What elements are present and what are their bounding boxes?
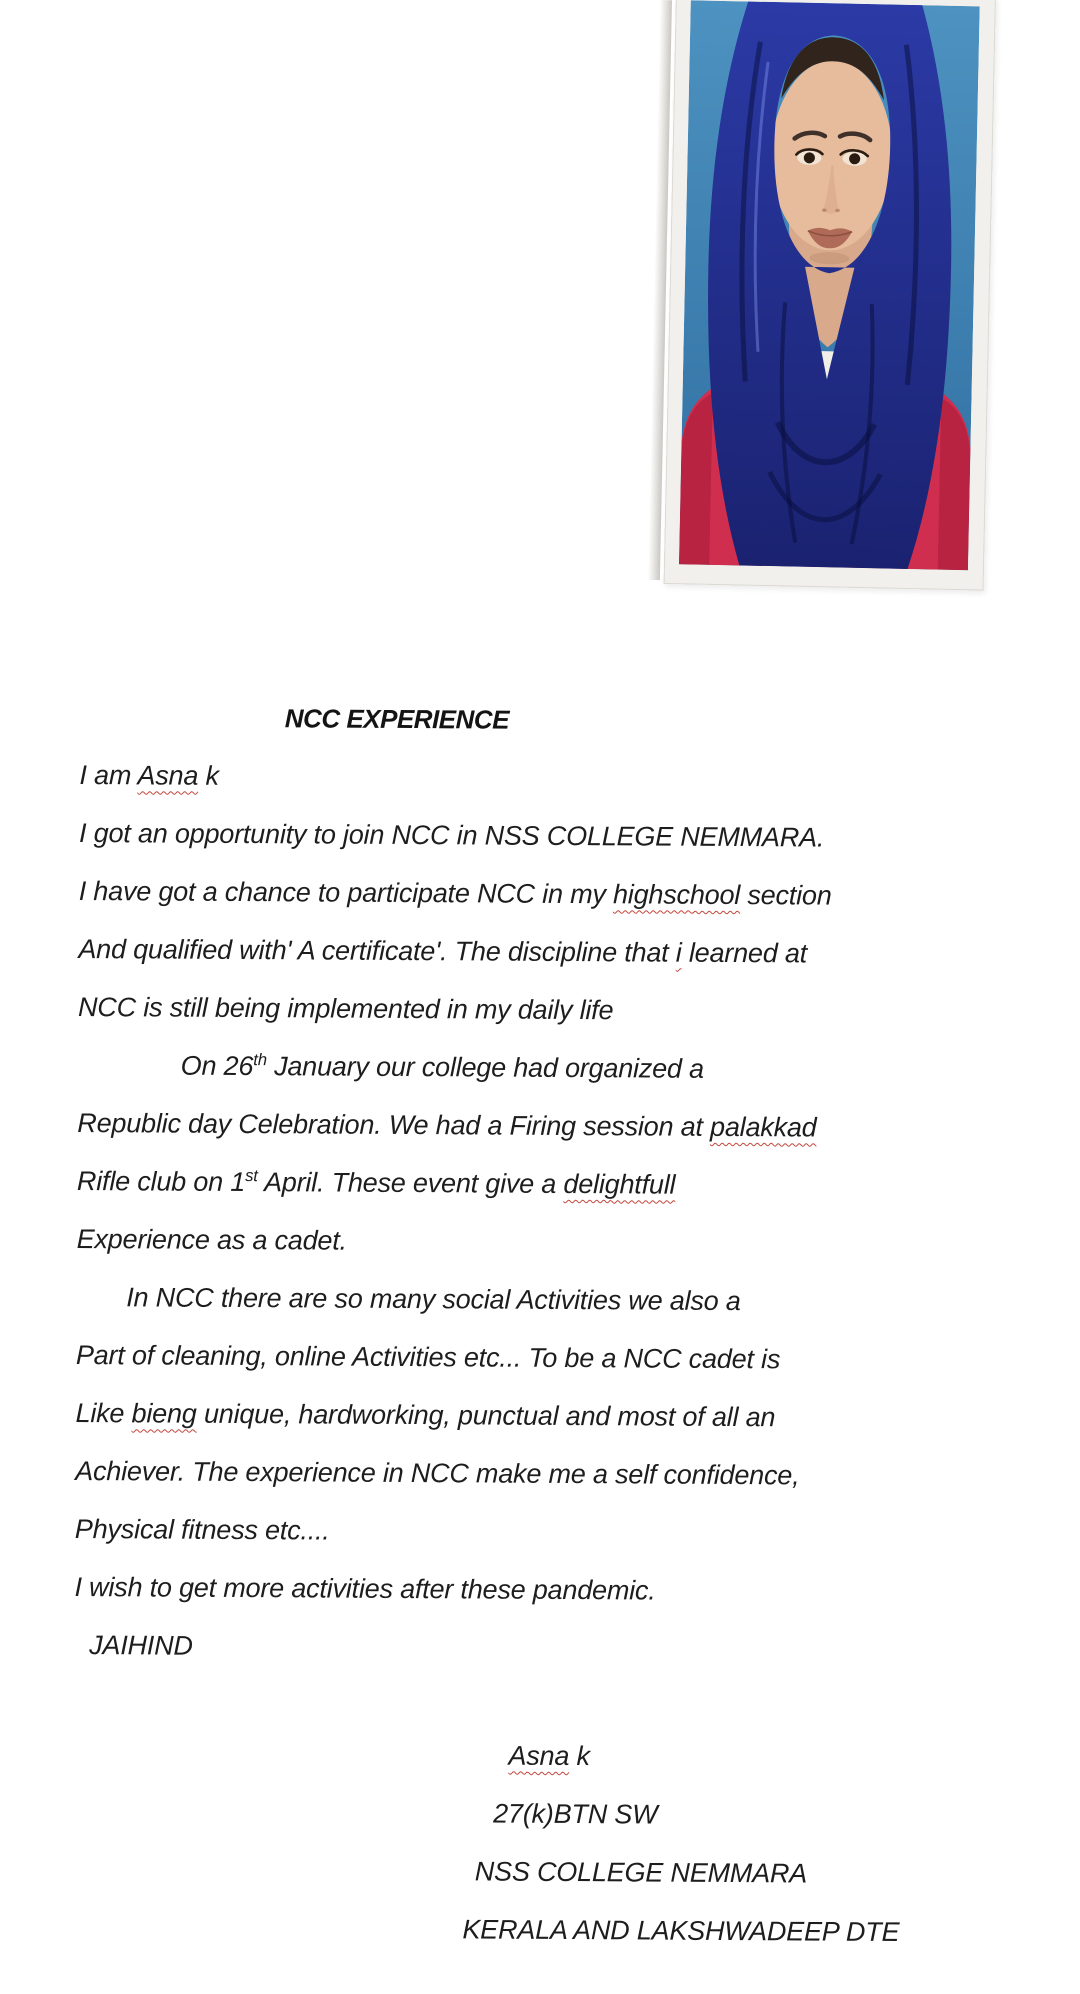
text-line bbox=[77, 1152, 837, 1215]
misspelled-word: palakkad bbox=[709, 1111, 817, 1143]
text-segment: k bbox=[569, 1741, 590, 1772]
text-segment: th bbox=[253, 1050, 267, 1070]
text-segment: On 26 bbox=[180, 1050, 254, 1082]
text-segment: section bbox=[740, 880, 832, 911]
text-segment: unique, hardworking, punctual and most of all an bbox=[196, 1398, 776, 1433]
portrait-photo-image bbox=[679, 0, 980, 570]
text-segment: st bbox=[245, 1166, 258, 1186]
misspelled-word: Asna bbox=[137, 760, 199, 791]
text-line bbox=[493, 1785, 833, 1845]
text-line bbox=[75, 1500, 835, 1563]
text-segment: KERALA AND LAKSHWADEEP DTE bbox=[462, 1914, 900, 1948]
text-line bbox=[76, 1326, 836, 1389]
text-line bbox=[462, 1900, 900, 1960]
text-line bbox=[79, 746, 839, 809]
text-segment: k bbox=[198, 760, 219, 791]
text-line bbox=[475, 1842, 833, 1902]
text-line bbox=[75, 1384, 835, 1447]
text-segment: Like bbox=[75, 1397, 132, 1429]
text-line bbox=[77, 1094, 837, 1157]
text-segment: Physical fitness etc.... bbox=[74, 1513, 330, 1546]
signature-block bbox=[72, 1724, 900, 1961]
text-line bbox=[78, 978, 838, 1041]
text-segment: I wish to get more activities after these pandemic. bbox=[74, 1571, 656, 1606]
misspelled-word: Asna bbox=[508, 1740, 570, 1772]
text-line bbox=[75, 1442, 835, 1505]
text-segment: I am bbox=[79, 759, 138, 791]
text-segment: Republic day Celebration. We had a Firing session at bbox=[77, 1107, 711, 1142]
text-segment: 27(k)BTN SW bbox=[493, 1798, 658, 1830]
portrait-photo bbox=[664, 0, 996, 591]
text-segment: I have got a chance to participate NCC in my bbox=[78, 875, 614, 910]
text-segment: JAIHIND bbox=[89, 1630, 193, 1661]
portrait-illustration bbox=[679, 0, 980, 570]
text-line bbox=[78, 920, 838, 983]
essay-body bbox=[74, 746, 840, 1679]
text-segment: Experience as a cadet. bbox=[76, 1223, 348, 1256]
text-segment: Part of cleaning, online Activities etc... To be a NCC cadet is bbox=[75, 1339, 781, 1375]
text-segment: And qualified with' A certificate'. The discipline that bbox=[78, 933, 676, 968]
misspelled-word: highschool bbox=[612, 879, 741, 911]
text-segment: Achiever. The experience in NCC make me a self confidence, bbox=[75, 1455, 800, 1491]
text-line bbox=[126, 1268, 836, 1330]
text-segment: learned at bbox=[681, 937, 808, 969]
text-segment: January our college had organized a bbox=[266, 1051, 705, 1084]
misspelled-word: delightfull bbox=[563, 1168, 676, 1200]
text-line bbox=[79, 804, 839, 867]
text-segment: NCC is still being implemented in my daily life bbox=[77, 991, 614, 1026]
text-line bbox=[508, 1727, 833, 1787]
text-segment: I got an opportunity to join NCC in NSS COLLEGE NEMMARA. bbox=[79, 817, 825, 853]
text-segment: Rifle club on 1 bbox=[76, 1165, 246, 1198]
text-line bbox=[79, 862, 839, 925]
text-segment: In NCC there are so many social Activities we also a bbox=[126, 1282, 741, 1317]
text-line bbox=[76, 1210, 836, 1273]
misspelled-word: bieng bbox=[131, 1398, 197, 1429]
text-segment: April. These event give a bbox=[257, 1167, 564, 1199]
essay-text bbox=[72, 688, 900, 1961]
text-segment: NSS COLLEGE NEMMARA bbox=[474, 1856, 808, 1889]
misspelled-word: i bbox=[675, 937, 682, 968]
text-line bbox=[74, 1558, 834, 1621]
essay-title: NCC EXPERIENCE bbox=[284, 703, 510, 735]
text-line bbox=[89, 1616, 834, 1679]
text-line bbox=[181, 1037, 838, 1099]
